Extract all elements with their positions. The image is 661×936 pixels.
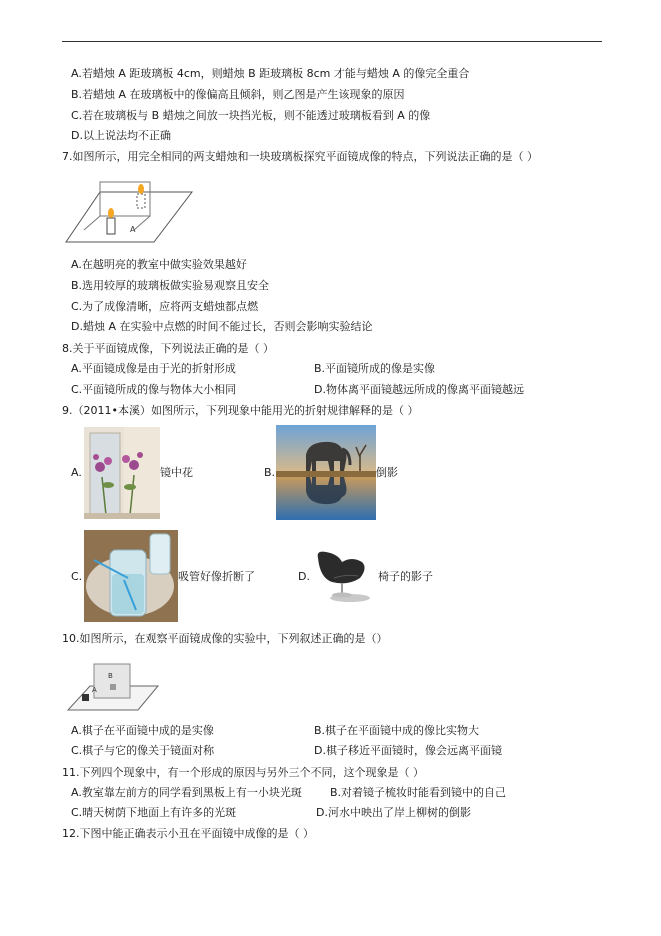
q6-option-b: B.若蜡烛 A 在玻璃板中的像偏高且倾斜，则乙图是产生该现象的原因 xyxy=(71,88,405,101)
q9-straw-glass-photo xyxy=(84,530,178,622)
q10-mirror-chess-figure xyxy=(64,656,160,714)
q11-option-a: A.教室靠左前方的同学看到黑板上有一小块光斑 xyxy=(71,786,302,799)
q8-option-a: A.平面镜成像是由于光的折射形成 xyxy=(71,362,236,375)
q9-option-c-caption: 吸管好像折断了 xyxy=(178,570,255,583)
q7-figure-label-a: A xyxy=(130,225,136,234)
q6-option-a: A.若蜡烛 A 距玻璃板 4cm，则蜡烛 B 距玻璃板 8cm 才能与蜡烛 A 的像完全重合 xyxy=(71,67,470,80)
q6-option-d: D.以上说法均不正确 xyxy=(71,129,171,142)
q9-flower-mirror-photo xyxy=(84,427,160,519)
q7-option-a: A.在越明亮的教室中做实验效果越好 xyxy=(71,258,247,271)
q9-option-d-letter: D. xyxy=(298,570,310,583)
q9-elephant-reflection-photo xyxy=(276,425,376,520)
q12-stem: 12.下图中能正确表示小丑在平面镜中成像的是（ ） xyxy=(62,827,314,840)
q9-option-c-letter: C. xyxy=(71,570,83,583)
q7-option-b: B.选用较厚的玻璃板做实验易观察且安全 xyxy=(71,279,270,292)
q11-option-d: D.河水中映出了岸上柳树的倒影 xyxy=(316,806,471,819)
q7-option-d: D.蜡烛 A 在实验中点燃的时间不能过长，否则会影响实验结论 xyxy=(71,320,373,333)
q9-option-a-letter: A. xyxy=(71,466,82,479)
q7-stem: 7.如图所示，用完全相同的两支蜡烛和一块玻璃板探究平面镜成像的特点，下列说法正确的是（ ） xyxy=(62,150,538,163)
q10-figure-label-a: A xyxy=(92,686,97,694)
q9-option-a-caption: 镜中花 xyxy=(160,466,193,479)
q11-option-c: C.晴天树荫下地面上有许多的光斑 xyxy=(71,806,237,819)
q9-option-b-letter: B. xyxy=(264,466,276,479)
q10-figure-label-b: B xyxy=(108,672,113,680)
q8-option-d: D.物体离平面镜越远所成的像离平面镜越远 xyxy=(314,383,524,396)
q11-option-b: B.对着镜子梳妆时能看到镜中的自己 xyxy=(330,786,507,799)
q9-option-b-caption: 倒影 xyxy=(376,466,398,479)
header-rule xyxy=(62,41,602,42)
q7-candle-figure xyxy=(64,178,196,248)
q10-option-b: B.棋子在平面镜中成的像比实物大 xyxy=(314,724,480,737)
q9-stem: 9.（2011•本溪）如图所示，下列现象中能用光的折射规律解释的是（ ） xyxy=(62,404,419,417)
q6-option-c: C.若在玻璃板与 B 蜡烛之间放一块挡光板，则不能透过玻璃板看到 A 的像 xyxy=(71,109,431,122)
q8-stem: 8.关于平面镜成像，下列说法正确的是（ ） xyxy=(62,342,274,355)
q10-stem: 10.如图所示，在观察平面镜成像的实验中，下列叙述正确的是（） xyxy=(62,632,388,645)
q9-option-d-caption: 椅子的影子 xyxy=(378,570,433,583)
q8-option-b: B.平面镜所成的像是实像 xyxy=(314,362,436,375)
q10-option-c: C.棋子与它的像关于镜面对称 xyxy=(71,744,215,757)
q10-option-a: A.棋子在平面镜中成的是实像 xyxy=(71,724,214,737)
q8-option-c: C.平面镜所成的像与物体大小相同 xyxy=(71,383,237,396)
q7-option-c: C.为了成像清晰，应将两支蜡烛都点燃 xyxy=(71,300,259,313)
q9-chair-shadow-photo xyxy=(312,548,374,606)
q10-option-d: D.棋子移近平面镜时，像会远离平面镜 xyxy=(314,744,502,757)
q11-stem: 11.下列四个现象中，有一个形成的原因与另外三个不同，这个现象是（ ） xyxy=(62,766,424,779)
